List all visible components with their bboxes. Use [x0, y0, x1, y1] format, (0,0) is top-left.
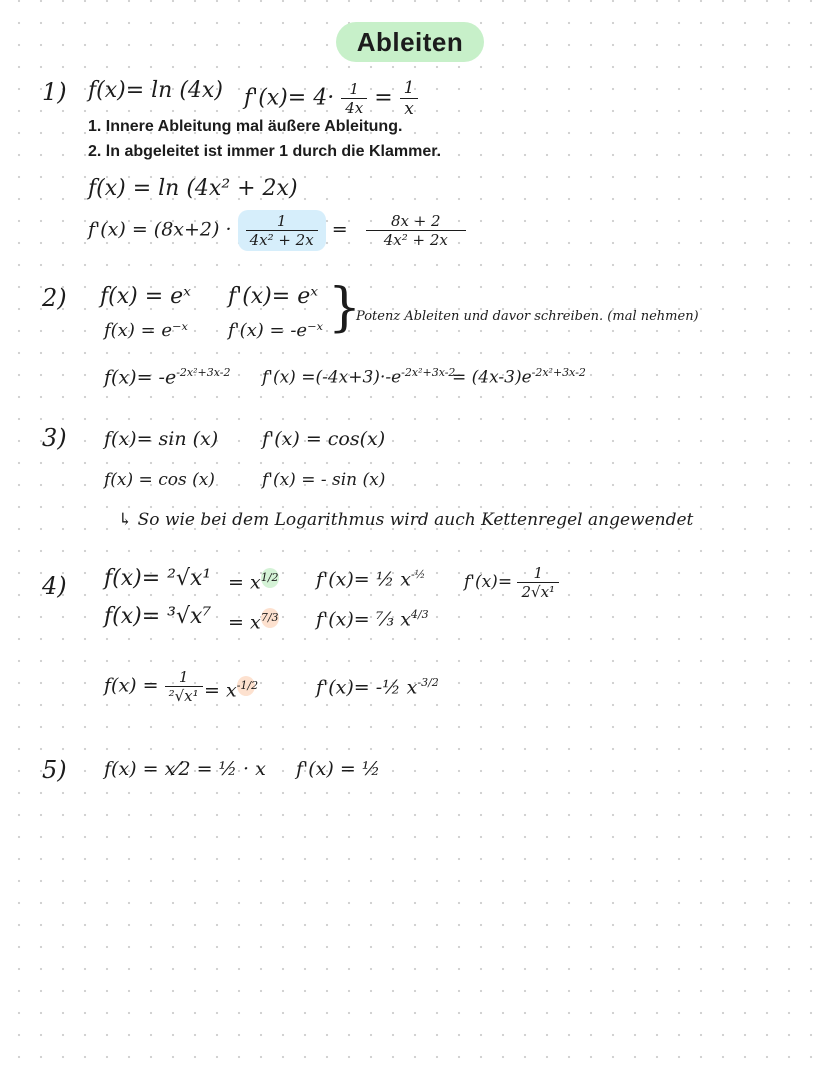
s3-line1-derivative: f'(x) = cos(x)	[262, 428, 386, 450]
s2-note: Potenz Ableiten und davor schreiben. (mal nehmen)	[356, 309, 699, 324]
s4-line1-function: f(x)= ²√x¹	[104, 566, 212, 591]
page-title: Ableiten	[336, 22, 484, 62]
s4-line1-root-prefix: f'(x)=	[464, 572, 513, 592]
s2-line3-derivative	[262, 366, 455, 388]
section-1-number: 1)	[42, 78, 67, 106]
s4-line2-power	[228, 608, 279, 633]
rule-1: 1. Innere Ableitung mal äußere Ableitung.	[88, 118, 403, 135]
s2-line2-function: f(x) = e⁻ˣ	[104, 320, 188, 341]
s3-line2-derivative: f'(x) = - sin (x)	[262, 470, 386, 490]
s4-line3-power	[204, 676, 259, 702]
s4-line1-power-exponent: 1/2	[261, 568, 279, 588]
s3-line2-function: f(x) = cos (x)	[104, 470, 215, 490]
s1-example-result-denominator: 4x² + 2x	[383, 231, 448, 249]
s1-example-result	[366, 212, 466, 249]
s4-line1-root-denominator: 2√x¹	[521, 583, 556, 601]
s4-line2-derivative-exponent: 4/3	[410, 608, 429, 621]
s5-derivative: f'(x) = ½	[296, 758, 381, 780]
s1-example-fraction	[238, 210, 326, 251]
s4-line2-power-base: = x	[228, 611, 261, 634]
s4-line1-derivative	[316, 568, 425, 590]
s2-line3-result-exponent: -2x²+3x-2	[531, 366, 586, 379]
s4-line1-derivative-exponent: -½	[410, 568, 426, 581]
s4-line3-power-base: = x	[204, 679, 237, 702]
s1-example-equals: =	[331, 218, 348, 241]
s4-line3-power-exponent: -1/2	[237, 676, 255, 696]
s4-line3-denominator: ²√x¹	[168, 687, 199, 705]
s4-line1-root-fraction	[517, 564, 559, 601]
s4-line2-derivative	[316, 608, 429, 630]
s2-line3-derivative-exponent: -2x²+3x-2	[401, 366, 456, 379]
s4-line3-function	[104, 668, 203, 705]
s4-line3-prefix: f(x) =	[104, 674, 159, 697]
s4-line3-fraction	[165, 668, 203, 705]
s1-example-frac-numerator: 1	[246, 212, 318, 231]
s1-example-function: f(x) = ln (4x² + 2x)	[88, 176, 298, 201]
s2-line1-function: f(x) = eˣ	[100, 284, 191, 309]
s1-frac-numerator: 1	[341, 80, 367, 99]
s4-line1-root-form	[464, 564, 559, 601]
s2-line1-derivative: f'(x)= eˣ	[228, 284, 319, 309]
s1-result-numerator: 1	[400, 78, 419, 99]
s2-line3-derivative-base: f'(x) =(-4x+3)·-e	[262, 367, 402, 388]
s1-result-fraction	[400, 78, 419, 119]
s1-example-result-numerator: 8x + 2	[366, 212, 466, 231]
s5-function: f(x) = x⁄2 = ½ · x	[104, 758, 266, 780]
s1-derivative-prefix: f'(x)= 4·	[244, 85, 335, 111]
section-2-number: 2)	[42, 284, 67, 312]
s1-example-derivative-prefix: f'(x) = (8x+2) ·	[88, 218, 232, 241]
section-3-number: 3)	[42, 424, 67, 452]
section-5-number: 5)	[42, 756, 67, 784]
s4-line1-derivative-base: f'(x)= ½ x	[316, 568, 411, 591]
rule-2: 2. ln abgeleitet ist immer 1 durch die Klammer.	[88, 143, 442, 160]
s2-line3-base: f(x)= -e	[104, 366, 177, 389]
s1-result-denominator: x	[404, 99, 414, 119]
s1-frac-denominator: 4x	[345, 99, 364, 117]
s2-line3-function	[104, 366, 230, 388]
s1-example-frac-denominator: 4x² + 2x	[249, 231, 314, 249]
s4-line1-power-base: = x	[228, 571, 261, 594]
s1-derivative-fraction	[341, 80, 367, 117]
s1-equals: =	[374, 85, 393, 111]
s2-line2-derivative: f'(x) = -e⁻ˣ	[228, 320, 323, 341]
s4-line3-numerator: 1	[165, 668, 203, 687]
s4-line1-power	[228, 568, 279, 593]
s4-line1-root-numerator: 1	[517, 564, 559, 583]
s2-brace: }	[328, 278, 362, 338]
s3-note: ↳ So wie bei dem Logarithmus wird auch Kettenregel angewendet	[118, 510, 694, 530]
s2-line3-exponent: -2x²+3x-2	[176, 366, 231, 379]
s4-line3-derivative-base: f'(x)= -½ x	[316, 676, 418, 699]
s2-line3-result-base: = (4x-3)e	[452, 367, 532, 388]
s2-line3-result	[452, 366, 586, 388]
s4-line2-power-exponent: 7/3	[261, 608, 279, 628]
s4-line3-derivative	[316, 676, 439, 698]
s1-example-derivative	[88, 210, 466, 251]
s4-line2-function: f(x)= ³√x⁷	[104, 604, 212, 629]
s3-line1-function: f(x)= sin (x)	[104, 428, 219, 450]
s4-line2-derivative-base: f'(x)= ⁷⁄₃ x	[316, 608, 411, 631]
s1-function: f(x)= ln (4x)	[88, 78, 223, 103]
s1-derivative	[244, 78, 418, 119]
section-4-number: 4)	[42, 572, 67, 600]
s4-line3-derivative-exponent: -3/2	[417, 676, 439, 689]
